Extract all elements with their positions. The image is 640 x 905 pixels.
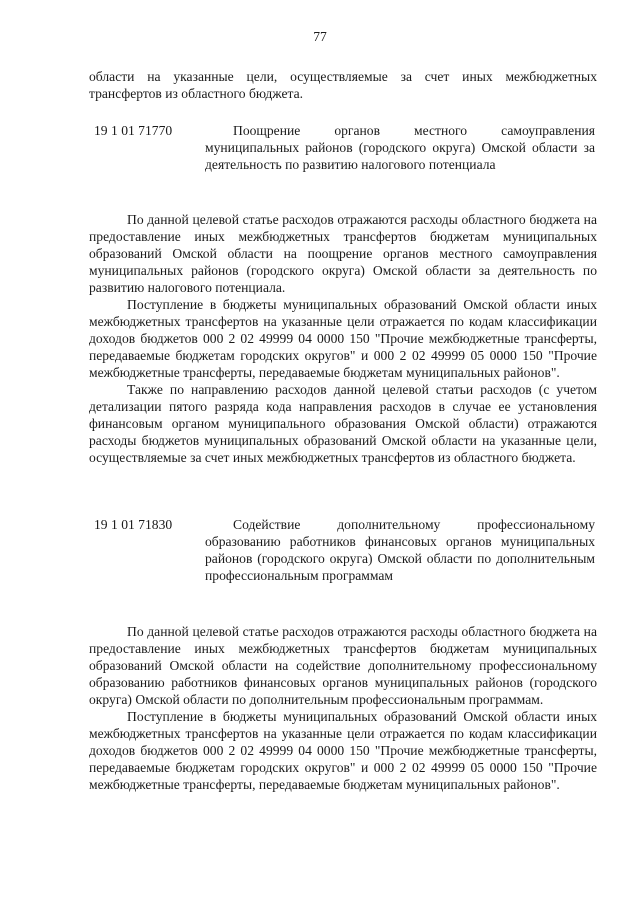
paragraph: Поступление в бюджеты муниципальных образований Омской области иных межбюджетных трансфертов на указанные цели отражается по кодам классификации доходов бюджетов 000 2 02 49999 04 0000 150 "Прочие межбюджетные трансферты, передаваемые бюджетам городских округов" и 000 2 02 49999 05 0000 150 "Прочие межбюджетные трансферты, передаваемые бюджетам муниципальных районов".: [89, 297, 597, 380]
paragraph: По данной целевой статье расходов отражаются расходы областного бюджета на предоставление иных межбюджетных трансфертов бюджетам муниципальных образований Омской области на поощрение органов местного самоуправления муниципальных районов (городского округа) Омской области за деятельность по развитию налогового потенциала.: [89, 212, 597, 295]
paragraph: По данной целевой статье расходов отражаются расходы областного бюджета на предоставление иных межбюджетных трансфертов бюджетам муниципальных образований Омской области на содействие дополнительному профессиональному образованию работников финансовых органов муниципальных районов (городского округа) Омской области по дополнительным профессиональным программам.: [89, 624, 597, 707]
section-body: [89, 211, 597, 466]
target-article-code: 19 1 01 71830: [94, 517, 173, 532]
paragraph: Также по направлению расходов данной целевой статьи расходов (с учетом детализации пятого разряда кода направления расходов в случае ее установления финансовым органом муниципального образования Омской области) отражаются расходы бюджетов муниципальных образований Омской области на указанные цели, осуществляемые за счет иных межбюджетных трансфертов из областного бюджета.: [89, 382, 597, 465]
section-title: Поощрение органов местного самоуправления муниципальных районов (городского округа) Омской области за деятельность по развитию налогового потенциала: [205, 123, 595, 172]
target-article-title: [205, 516, 595, 584]
page-number: 77: [313, 29, 327, 44]
target-article-title: [205, 122, 595, 173]
target-article-code: 19 1 01 71770: [94, 123, 173, 138]
continuation-paragraph: [89, 68, 597, 102]
section-body: [89, 623, 597, 793]
section-title: Содействие дополнительному профессиональному образованию работников финансовых органов муниципальных районов (городского округа) Омской области по дополнительным профессиональным программам: [205, 517, 595, 583]
paragraph: области на указанные цели, осуществляемые за счет иных межбюджетных трансфертов из областного бюджета.: [89, 69, 597, 101]
paragraph: Поступление в бюджеты муниципальных образований Омской области иных межбюджетных трансфертов на указанные цели отражается по кодам классификации доходов бюджетов 000 2 02 49999 04 0000 150 "Прочие межбюджетные трансферты, передаваемые бюджетам городских округов" и 000 2 02 49999 05 0000 150 "Прочие межбюджетные трансферты, передаваемые бюджетам муниципальных районов".: [89, 709, 597, 792]
